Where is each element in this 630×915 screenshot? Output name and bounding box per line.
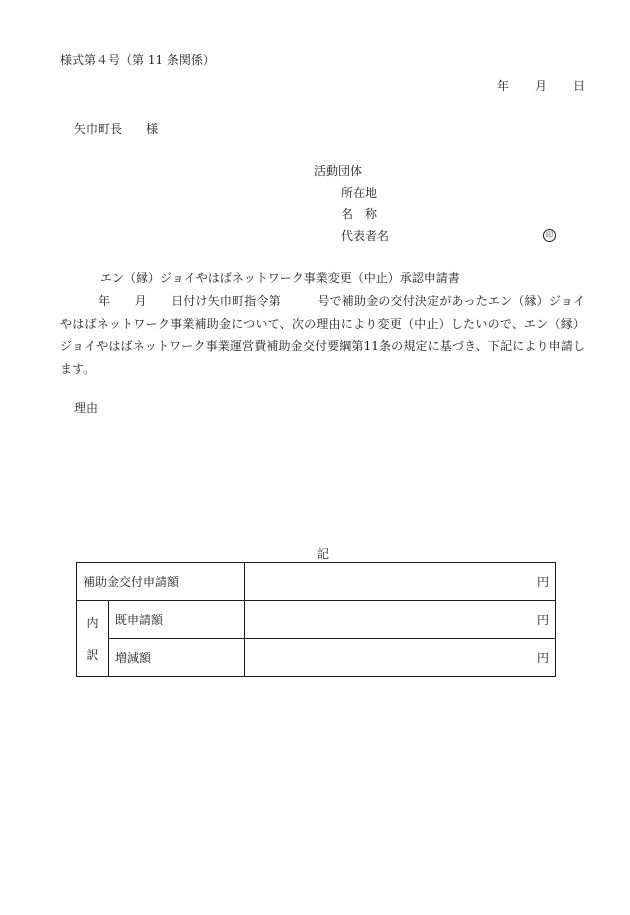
date-line: [497, 78, 585, 94]
existing-label-cell: 既申請額: [109, 601, 245, 639]
applicant-org-label: 活動団体: [314, 164, 363, 178]
change-label-cell: 増減額: [109, 639, 245, 677]
date-day-label: 日: [573, 79, 586, 93]
seal-mark: 印: [543, 229, 556, 242]
form-number: 様式第４号（第 11 条関係）: [60, 53, 215, 67]
document-title: エン（縁）ジョイやはばネットワーク事業変更（中止）承認申請書: [100, 271, 460, 285]
addressee: 矢巾町長 様: [74, 122, 159, 136]
change-amount-cell: 円: [245, 639, 556, 677]
table-row: [77, 563, 556, 601]
applicant-block: [314, 163, 389, 249]
date-year-label: 年: [497, 79, 510, 93]
date-month-label: 月: [535, 79, 548, 93]
total-amount-cell: 円: [245, 563, 556, 601]
amount-table: [76, 562, 556, 677]
breakdown-label-cell: [77, 601, 109, 677]
body-paragraph: 年 月 日付け矢巾町指令第 号で補助金の交付決定があったエン（縁）ジョイやはばネットワーク事業補助金について、次の理由により変更（中止）したいので、エン（縁）ジョイやはばネットワーク事業運営費補助金交付要綱第11条の規定に基づき、下記により申請します。: [60, 294, 585, 376]
applicant-address-label: 所在地: [341, 185, 378, 200]
table-row: [77, 601, 556, 639]
existing-amount-cell: 円: [245, 601, 556, 639]
applicant-representative-label: 代表者名: [341, 228, 390, 243]
total-label-cell: 補助金交付申請額: [77, 563, 245, 601]
breakdown-label-2: 訳: [86, 647, 99, 662]
table-row: [77, 639, 556, 677]
reason-label: 理由: [74, 401, 99, 415]
ki-label: 記: [317, 547, 330, 561]
breakdown-label-1: 内: [86, 615, 99, 630]
body-text: [60, 290, 585, 380]
applicant-name-label: 名 称: [341, 207, 378, 221]
